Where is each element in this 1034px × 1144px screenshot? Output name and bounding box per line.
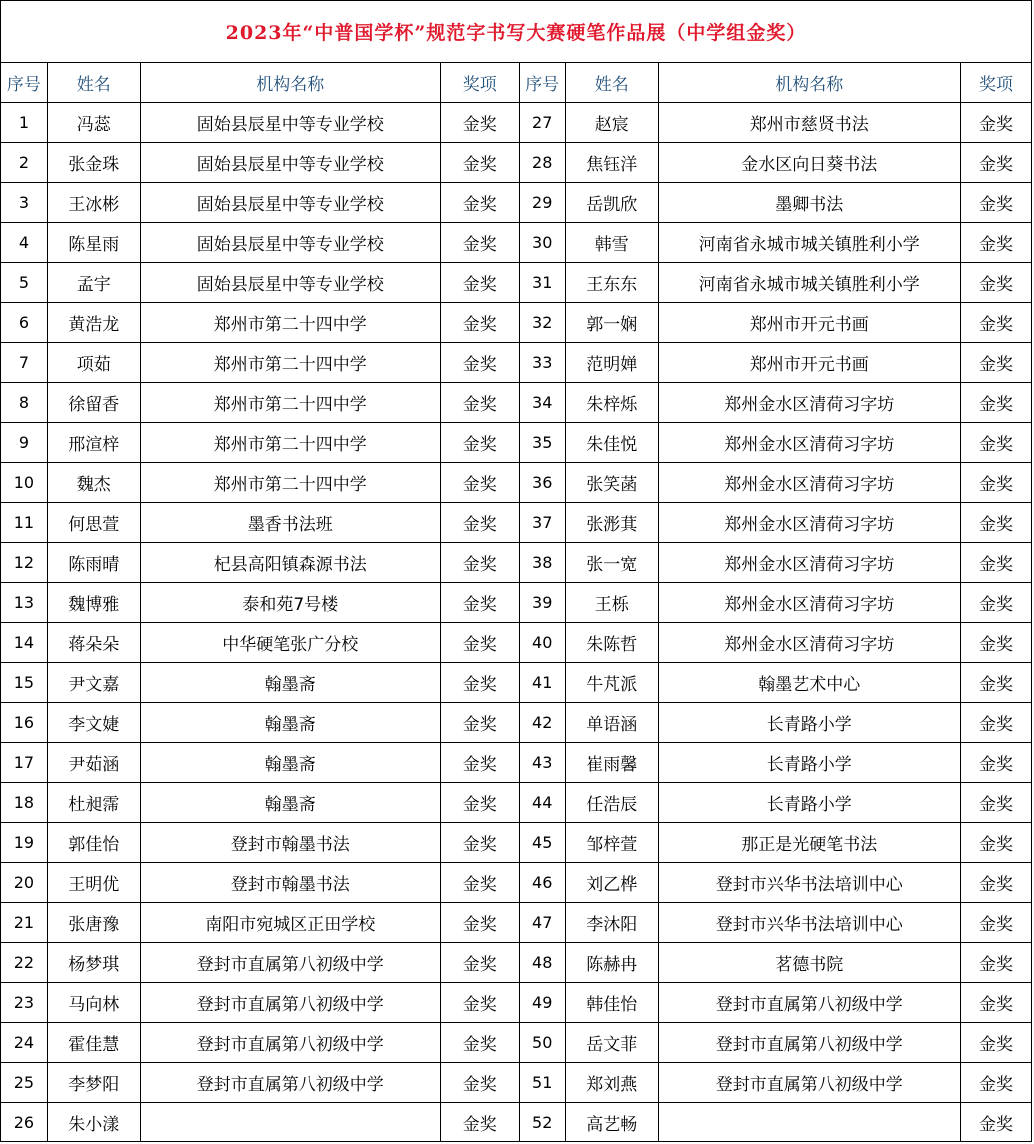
cell-org-right: 登封市兴华书法培训中心 [658, 903, 960, 943]
table-row [1, 623, 1031, 663]
cell-name-left: 张唐豫 [47, 903, 140, 943]
cell-org-right: 金水区向日葵书法 [658, 143, 960, 183]
cell-no-left: 24 [1, 1023, 47, 1063]
cell-no-right: 36 [519, 463, 565, 503]
table-row [1, 1103, 1031, 1143]
cell-org-left: 南阳市宛城区正田学校 [140, 903, 440, 943]
cell-org-right: 登封市兴华书法培训中心 [658, 863, 960, 903]
cell-org-left: 翰墨斋 [140, 703, 440, 743]
table-row [1, 503, 1031, 543]
cell-org-left: 登封市直属第八初级中学 [140, 983, 440, 1023]
cell-no-right: 52 [519, 1103, 565, 1143]
cell-name-left: 邢渲梓 [47, 423, 140, 463]
table-row [1, 1023, 1031, 1063]
sheet-title: 2023年“中普国学杯”规范字书写大赛硬笔作品展（中学组金奖） [1, 1, 1031, 63]
cell-name-left: 魏博雅 [47, 583, 140, 623]
header-no-right: 序号 [519, 63, 565, 103]
table-row [1, 143, 1031, 183]
cell-award-right: 金奖 [960, 543, 1031, 583]
cell-no-left: 11 [1, 503, 47, 543]
table-row [1, 223, 1031, 263]
cell-no-right: 33 [519, 343, 565, 383]
cell-award-right: 金奖 [960, 903, 1031, 943]
cell-no-left: 26 [1, 1103, 47, 1143]
cell-award-left: 金奖 [440, 223, 519, 263]
table-row [1, 943, 1031, 983]
cell-name-right: 张浵萁 [565, 503, 658, 543]
cell-award-left: 金奖 [440, 423, 519, 463]
cell-no-right: 46 [519, 863, 565, 903]
cell-no-left: 3 [1, 183, 47, 223]
table-row [1, 983, 1031, 1023]
header-award-right: 奖项 [960, 63, 1031, 103]
cell-org-left: 郑州市第二十四中学 [140, 303, 440, 343]
cell-award-left: 金奖 [440, 823, 519, 863]
header-award-left: 奖项 [440, 63, 519, 103]
cell-name-right: 高艺畅 [565, 1103, 658, 1143]
cell-name-right: 郑刘燕 [565, 1063, 658, 1103]
cell-no-left: 21 [1, 903, 47, 943]
cell-name-left: 霍佳慧 [47, 1023, 140, 1063]
cell-award-left: 金奖 [440, 383, 519, 423]
cell-org-left: 登封市翰墨书法 [140, 823, 440, 863]
header-name-left: 姓名 [47, 63, 140, 103]
cell-org-left: 登封市翰墨书法 [140, 863, 440, 903]
cell-no-right: 41 [519, 663, 565, 703]
cell-name-left: 马向林 [47, 983, 140, 1023]
cell-org-right: 茗德书院 [658, 943, 960, 983]
cell-award-right: 金奖 [960, 223, 1031, 263]
cell-award-right: 金奖 [960, 263, 1031, 303]
cell-no-right: 45 [519, 823, 565, 863]
cell-award-right: 金奖 [960, 1103, 1031, 1143]
cell-name-left: 陈星雨 [47, 223, 140, 263]
table-row [1, 383, 1031, 423]
cell-no-left: 5 [1, 263, 47, 303]
cell-name-right: 刘乙桦 [565, 863, 658, 903]
cell-org-right: 河南省永城市城关镇胜利小学 [658, 223, 960, 263]
header-no-left: 序号 [1, 63, 47, 103]
table-row [1, 343, 1031, 383]
table-row [1, 703, 1031, 743]
cell-org-left: 固始县辰星中等专业学校 [140, 143, 440, 183]
cell-no-left: 15 [1, 663, 47, 703]
cell-award-right: 金奖 [960, 183, 1031, 223]
cell-org-left: 郑州市第二十四中学 [140, 383, 440, 423]
cell-no-right: 40 [519, 623, 565, 663]
table-row [1, 263, 1031, 303]
cell-no-right: 35 [519, 423, 565, 463]
cell-name-left: 李文婕 [47, 703, 140, 743]
cell-award-right: 金奖 [960, 823, 1031, 863]
cell-name-left: 冯蕊 [47, 103, 140, 143]
cell-name-right: 焦钰洋 [565, 143, 658, 183]
cell-org-right: 郑州金水区清荷习字坊 [658, 423, 960, 463]
cell-name-right: 韩佳怡 [565, 983, 658, 1023]
cell-award-right: 金奖 [960, 383, 1031, 423]
cell-org-right: 郑州金水区清荷习字坊 [658, 623, 960, 663]
cell-no-left: 6 [1, 303, 47, 343]
table-row [1, 423, 1031, 463]
cell-org-left: 固始县辰星中等专业学校 [140, 103, 440, 143]
cell-org-left: 固始县辰星中等专业学校 [140, 223, 440, 263]
cell-name-left: 杨梦琪 [47, 943, 140, 983]
cell-no-left: 1 [1, 103, 47, 143]
cell-no-right: 34 [519, 383, 565, 423]
cell-org-left: 中华硬笔张广分校 [140, 623, 440, 663]
cell-name-left: 杜昶霈 [47, 783, 140, 823]
cell-org-left [140, 1103, 440, 1143]
cell-org-left: 登封市直属第八初级中学 [140, 1063, 440, 1103]
table-row [1, 103, 1031, 143]
cell-name-right: 赵宸 [565, 103, 658, 143]
cell-name-right: 牛芃派 [565, 663, 658, 703]
cell-award-left: 金奖 [440, 783, 519, 823]
cell-no-right: 32 [519, 303, 565, 343]
cell-org-right [658, 1103, 960, 1143]
cell-name-left: 尹茹涵 [47, 743, 140, 783]
cell-no-right: 28 [519, 143, 565, 183]
cell-name-right: 单语涵 [565, 703, 658, 743]
cell-no-left: 22 [1, 943, 47, 983]
header-row [1, 63, 1031, 103]
cell-no-right: 47 [519, 903, 565, 943]
cell-org-left: 杞县高阳镇森源书法 [140, 543, 440, 583]
table-row [1, 1063, 1031, 1103]
cell-org-left: 登封市直属第八初级中学 [140, 1023, 440, 1063]
table-body [1, 103, 1031, 1143]
cell-no-right: 37 [519, 503, 565, 543]
cell-award-left: 金奖 [440, 943, 519, 983]
cell-no-right: 49 [519, 983, 565, 1023]
cell-award-left: 金奖 [440, 863, 519, 903]
cell-award-right: 金奖 [960, 663, 1031, 703]
table-row [1, 823, 1031, 863]
cell-award-right: 金奖 [960, 943, 1031, 983]
header-name-right: 姓名 [565, 63, 658, 103]
header-org-left: 机构名称 [140, 63, 440, 103]
cell-award-right: 金奖 [960, 143, 1031, 183]
cell-name-right: 邹梓萱 [565, 823, 658, 863]
cell-name-right: 陈赫冉 [565, 943, 658, 983]
cell-name-right: 范明婵 [565, 343, 658, 383]
cell-award-left: 金奖 [440, 1103, 519, 1143]
cell-org-right: 长青路小学 [658, 743, 960, 783]
cell-no-right: 43 [519, 743, 565, 783]
cell-award-right: 金奖 [960, 1023, 1031, 1063]
cell-org-right: 郑州市开元书画 [658, 343, 960, 383]
cell-name-right: 朱佳悦 [565, 423, 658, 463]
table-row [1, 463, 1031, 503]
cell-org-left: 登封市直属第八初级中学 [140, 943, 440, 983]
cell-award-left: 金奖 [440, 703, 519, 743]
cell-org-right: 登封市直属第八初级中学 [658, 1063, 960, 1103]
cell-no-left: 20 [1, 863, 47, 903]
cell-no-left: 16 [1, 703, 47, 743]
cell-org-left: 郑州市第二十四中学 [140, 343, 440, 383]
cell-name-left: 王明优 [47, 863, 140, 903]
cell-award-left: 金奖 [440, 543, 519, 583]
cell-name-left: 张金珠 [47, 143, 140, 183]
cell-award-right: 金奖 [960, 783, 1031, 823]
cell-name-left: 何思萱 [47, 503, 140, 543]
cell-award-left: 金奖 [440, 103, 519, 143]
cell-org-left: 固始县辰星中等专业学校 [140, 263, 440, 303]
cell-name-right: 郭一娴 [565, 303, 658, 343]
cell-award-left: 金奖 [440, 463, 519, 503]
cell-name-right: 朱陈哲 [565, 623, 658, 663]
cell-org-right: 长青路小学 [658, 783, 960, 823]
cell-award-right: 金奖 [960, 623, 1031, 663]
table-row [1, 743, 1031, 783]
cell-award-left: 金奖 [440, 1023, 519, 1063]
cell-no-right: 44 [519, 783, 565, 823]
cell-org-right: 翰墨艺术中心 [658, 663, 960, 703]
cell-award-right: 金奖 [960, 463, 1031, 503]
cell-org-right: 河南省永城市城关镇胜利小学 [658, 263, 960, 303]
cell-no-left: 17 [1, 743, 47, 783]
cell-org-left: 墨香书法班 [140, 503, 440, 543]
cell-no-left: 25 [1, 1063, 47, 1103]
table-row [1, 183, 1031, 223]
cell-org-right: 郑州金水区清荷习字坊 [658, 463, 960, 503]
cell-org-right: 登封市直属第八初级中学 [658, 983, 960, 1023]
cell-name-left: 徐留香 [47, 383, 140, 423]
cell-award-right: 金奖 [960, 863, 1031, 903]
cell-award-right: 金奖 [960, 743, 1031, 783]
table-row [1, 903, 1031, 943]
cell-name-right: 王东东 [565, 263, 658, 303]
cell-name-right: 张一宽 [565, 543, 658, 583]
cell-no-left: 18 [1, 783, 47, 823]
cell-no-right: 39 [519, 583, 565, 623]
table-row [1, 663, 1031, 703]
cell-name-left: 朱小漾 [47, 1103, 140, 1143]
cell-org-left: 翰墨斋 [140, 663, 440, 703]
cell-no-left: 10 [1, 463, 47, 503]
cell-no-left: 23 [1, 983, 47, 1023]
cell-org-left: 郑州市第二十四中学 [140, 423, 440, 463]
cell-name-left: 郭佳怡 [47, 823, 140, 863]
cell-name-right: 岳文菲 [565, 1023, 658, 1063]
cell-name-right: 李沐阳 [565, 903, 658, 943]
cell-name-left: 孟宇 [47, 263, 140, 303]
cell-name-left: 陈雨晴 [47, 543, 140, 583]
cell-award-right: 金奖 [960, 983, 1031, 1023]
cell-org-left: 翰墨斋 [140, 783, 440, 823]
cell-award-left: 金奖 [440, 983, 519, 1023]
cell-no-left: 8 [1, 383, 47, 423]
cell-org-right: 郑州市开元书画 [658, 303, 960, 343]
cell-no-right: 38 [519, 543, 565, 583]
cell-award-left: 金奖 [440, 903, 519, 943]
cell-award-right: 金奖 [960, 583, 1031, 623]
cell-award-left: 金奖 [440, 503, 519, 543]
cell-no-right: 27 [519, 103, 565, 143]
cell-award-right: 金奖 [960, 103, 1031, 143]
cell-org-right: 郑州金水区清荷习字坊 [658, 543, 960, 583]
cell-name-right: 张笑菡 [565, 463, 658, 503]
cell-org-right: 那正是光硬笔书法 [658, 823, 960, 863]
cell-no-left: 9 [1, 423, 47, 463]
cell-org-right: 郑州金水区清荷习字坊 [658, 503, 960, 543]
cell-org-right: 郑州金水区清荷习字坊 [658, 583, 960, 623]
cell-award-right: 金奖 [960, 303, 1031, 343]
cell-award-left: 金奖 [440, 583, 519, 623]
cell-award-left: 金奖 [440, 303, 519, 343]
cell-award-right: 金奖 [960, 503, 1031, 543]
cell-name-left: 尹文嘉 [47, 663, 140, 703]
table-row [1, 303, 1031, 343]
cell-name-right: 任浩辰 [565, 783, 658, 823]
cell-name-right: 崔雨馨 [565, 743, 658, 783]
cell-no-left: 7 [1, 343, 47, 383]
table-row [1, 583, 1031, 623]
cell-award-left: 金奖 [440, 143, 519, 183]
cell-name-left: 李梦阳 [47, 1063, 140, 1103]
cell-name-left: 黄浩龙 [47, 303, 140, 343]
cell-name-left: 魏杰 [47, 463, 140, 503]
cell-award-left: 金奖 [440, 183, 519, 223]
cell-no-right: 50 [519, 1023, 565, 1063]
table-row [1, 783, 1031, 823]
cell-org-left: 泰和苑7号楼 [140, 583, 440, 623]
cell-no-left: 19 [1, 823, 47, 863]
cell-org-right: 郑州金水区清荷习字坊 [658, 383, 960, 423]
cell-no-left: 4 [1, 223, 47, 263]
cell-org-right: 墨卿书法 [658, 183, 960, 223]
cell-no-left: 13 [1, 583, 47, 623]
cell-no-right: 48 [519, 943, 565, 983]
cell-no-left: 12 [1, 543, 47, 583]
cell-org-left: 固始县辰星中等专业学校 [140, 183, 440, 223]
cell-name-left: 蒋朵朵 [47, 623, 140, 663]
cell-award-right: 金奖 [960, 343, 1031, 383]
cell-no-right: 42 [519, 703, 565, 743]
cell-org-right: 郑州市慈贤书法 [658, 103, 960, 143]
cell-award-left: 金奖 [440, 743, 519, 783]
cell-org-left: 翰墨斋 [140, 743, 440, 783]
cell-name-left: 王冰彬 [47, 183, 140, 223]
cell-org-left: 郑州市第二十四中学 [140, 463, 440, 503]
cell-no-right: 30 [519, 223, 565, 263]
cell-org-right: 登封市直属第八初级中学 [658, 1023, 960, 1063]
cell-award-left: 金奖 [440, 263, 519, 303]
table-row [1, 863, 1031, 903]
cell-award-left: 金奖 [440, 663, 519, 703]
cell-no-right: 31 [519, 263, 565, 303]
cell-award-left: 金奖 [440, 343, 519, 383]
cell-no-right: 51 [519, 1063, 565, 1103]
table-row [1, 543, 1031, 583]
cell-award-right: 金奖 [960, 703, 1031, 743]
cell-award-right: 金奖 [960, 1063, 1031, 1103]
cell-award-left: 金奖 [440, 1063, 519, 1103]
header-org-right: 机构名称 [658, 63, 960, 103]
cell-name-right: 岳凯欣 [565, 183, 658, 223]
cell-no-left: 2 [1, 143, 47, 183]
cell-no-right: 29 [519, 183, 565, 223]
cell-name-right: 朱梓烁 [565, 383, 658, 423]
cell-award-left: 金奖 [440, 623, 519, 663]
cell-name-right: 王栎 [565, 583, 658, 623]
cell-name-left: 项茹 [47, 343, 140, 383]
cell-name-right: 韩雪 [565, 223, 658, 263]
award-table [1, 63, 1031, 1142]
cell-award-right: 金奖 [960, 423, 1031, 463]
cell-org-right: 长青路小学 [658, 703, 960, 743]
cell-no-left: 14 [1, 623, 47, 663]
